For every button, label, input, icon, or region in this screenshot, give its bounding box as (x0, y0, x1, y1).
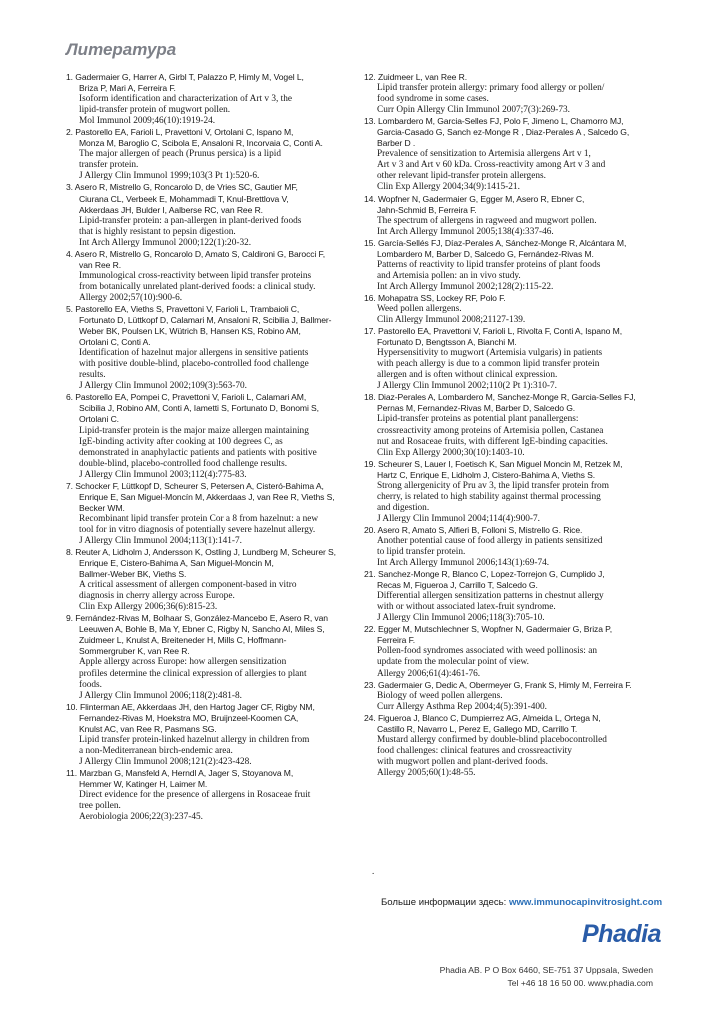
reference-authors (364, 624, 664, 646)
citation-line: J Allergy Clin Immunol 2002;109(3):563-70. (79, 381, 247, 392)
citation-line: Aerobiologia 2006;22(3):237-45. (79, 812, 203, 823)
citation-line: a non-Mediterranean birch-endemic area. (79, 745, 233, 756)
author-text: Akkerdaas JH, Bulder I, Aalberse RC, van Ree R. (79, 204, 263, 215)
author-text: Mohapatra SS, Lockey RF, Polo F. (377, 292, 506, 303)
reference-citation (364, 414, 664, 458)
author-text: Reuter A, Lidholm J, Andersson K, Ostling J, Lundberg M, Scheurer S, (75, 547, 336, 558)
author-text: Enrique E, Cistero-Bahima A, San Miguel-Moncin M, (79, 558, 274, 569)
author-line (364, 525, 664, 536)
reference-authors (66, 249, 358, 271)
reference-authors (66, 127, 358, 149)
author-text: Becker WM. (79, 502, 125, 513)
citation-line: J Allergy Clin Immunol 2006;118(2):481-8. (79, 690, 242, 701)
reference-number: 17. (364, 326, 376, 337)
citation-line: demonstrated in anaphylactic patients and patients with positive (79, 447, 317, 458)
author-line (66, 613, 358, 624)
citation-line: The major allergen of peach (Prunus persica) is a lipid (79, 149, 281, 160)
reference-authors (364, 392, 664, 414)
citation-line: Allergy 2005;60(1):48-55. (377, 767, 476, 778)
page-title: Литература (66, 40, 177, 59)
reference-number: 20. (364, 524, 376, 535)
reference-number: 8. (66, 547, 73, 558)
reference-authors (66, 702, 358, 735)
author-text: Ciurana CL, Verbeek E, Mohammadi T, Knul-Brettlova V, (79, 193, 289, 204)
citation-line: Immunological cross-reactivity between lipid transfer proteins (79, 270, 312, 281)
citation-line: and digestion. (377, 502, 430, 513)
reference-number: 23. (364, 679, 376, 690)
reference-number: 10. (66, 701, 78, 712)
author-text: Flinterman AE, Akkerdaas JH, den Hartog Jager CF, Rigby NM, (79, 701, 315, 712)
references-left-column (66, 72, 358, 823)
reference-item (66, 392, 358, 480)
citation-line: transfer protein. (79, 160, 139, 171)
citation-line: Differential allergen sensitization patterns in chestnut allergy (377, 591, 604, 602)
author-text: Ortolani C, Conti A. (79, 337, 151, 348)
reference-item (66, 613, 358, 701)
reference-citation (364, 735, 664, 779)
author-line (364, 580, 664, 591)
reference-item (364, 713, 664, 779)
reference-citation (364, 260, 664, 293)
reference-number: 18. (364, 392, 376, 403)
author-line (66, 304, 358, 315)
reference-item (364, 459, 664, 525)
citation-line: Int Arch Allergy Immunol 2006;143(1):69-74. (377, 558, 550, 569)
reference-item (66, 182, 358, 248)
reference-citation (364, 646, 664, 679)
author-line (66, 702, 358, 713)
reference-number: 15. (364, 237, 376, 248)
author-line (66, 337, 358, 348)
author-line (364, 326, 664, 337)
reference-item (364, 624, 664, 679)
reference-number: 7. (66, 480, 73, 491)
citation-line: Art v 3 and Art v 60 kDa. Cross-reactivity among Art v 3 and (377, 160, 606, 171)
author-text: Castillo R, Navarro L, Perez E, Gallego MD, Carrillo T. (377, 723, 578, 734)
author-text: Fortunato D, Lüttkopf D, Calamari M, Ansaloni R, Scibilia J, Ballmer- (79, 315, 332, 326)
citation-line: Lipid-transfer protein: a pan-allergen in plant-derived foods (79, 215, 302, 226)
reference-authors (364, 116, 664, 149)
author-line (364, 724, 664, 735)
citation-line: Clin Exp Allergy 2004;34(9):1415-21. (377, 182, 520, 193)
reference-item (364, 392, 664, 458)
author-line (66, 558, 358, 569)
citation-line: Lipid transfer protein-linked hazelnut allergy in children from (79, 734, 310, 745)
reference-item (66, 304, 358, 392)
citation-line: Curr Allergy Asthma Rep 2004;4(5):391-400. (377, 701, 547, 712)
citation-line: Mustard allergy confirmed by double-blind placebocontrolled (377, 734, 607, 745)
citation-line: Prevalence of sensitization to Artemisia allergens Art v 1, (377, 149, 591, 160)
citation-line: IgE-binding activity after cooking at 100 degrees C, as (79, 436, 283, 447)
citation-line: J Allergy Clin Immunol 2004;113(1):141-7. (79, 535, 242, 546)
reference-citation (66, 580, 358, 613)
reference-item (364, 293, 664, 326)
reference-citation (364, 149, 664, 193)
author-line (364, 72, 664, 83)
company-address (440, 964, 653, 989)
reference-item (66, 481, 358, 547)
citation-line: Isoform identification and characterization of Art v 3, the (79, 94, 292, 105)
citation-line: with peach allergy is due to a common lipid transfer protein (377, 359, 600, 370)
citation-line: Curr Opin Allergy Clin Immunol 2007;7(3):269-73. (377, 105, 570, 116)
reference-item (66, 127, 358, 182)
reference-authors (66, 613, 358, 657)
reference-authors (364, 72, 664, 83)
citation-line: nut and Rosaceae fruits, with different IgE-binding capacities. (377, 436, 608, 447)
author-line (364, 403, 664, 414)
reference-citation (364, 304, 664, 326)
reference-item (364, 194, 664, 238)
author-line (364, 138, 664, 149)
reference-authors (364, 459, 664, 481)
reference-authors (66, 304, 358, 348)
author-line (364, 635, 664, 646)
author-line (66, 260, 358, 271)
citation-line: Int Arch Allergy Immunol 2002;128(2):115-22. (377, 281, 554, 292)
citation-line: Biology of weed pollen allergens. (377, 690, 503, 701)
reference-citation (364, 83, 664, 116)
reference-number: 9. (66, 613, 73, 624)
author-line (66, 182, 358, 193)
author-line (66, 481, 358, 492)
reference-citation (66, 348, 358, 392)
citation-line: update from the molecular point of view. (377, 657, 529, 668)
reference-citation (66, 149, 358, 182)
citation-line: crossreactivity among proteins of Artemisia pollen, Castanea (377, 425, 604, 436)
citation-line: to lipid transfer protein. (377, 547, 466, 558)
reference-citation (364, 536, 664, 569)
citation-line: Pollen-food syndromes associated with weed pollinosis: an (377, 646, 597, 657)
citation-line: The spectrum of allergens in ragweed and mugwort pollen. (377, 215, 597, 226)
citation-line: cherry, is related to high stability against thermal processing (377, 491, 601, 502)
reference-number: 11. (66, 767, 78, 778)
reference-citation (66, 735, 358, 768)
author-line (364, 205, 664, 216)
citation-line: with or without associated latex-fruit syndrome. (377, 602, 556, 613)
author-text: Figueroa J, Blanco C, Dumpierrez AG, Almeida L, Ortega N, (377, 712, 601, 723)
reference-number: 1. (66, 72, 73, 82)
reference-authors (364, 293, 664, 304)
citation-line: J Allergy Clin Immunol 2004;114(4):900-7. (377, 513, 540, 524)
author-text: Recas M, Figueroa J, Carrillo T, Salcedo G. (377, 580, 538, 591)
author-text: Asero R, Mistrello G, Roncarolo D, Amato S, Caldironi G, Barocci F, (74, 248, 326, 259)
author-line (364, 713, 664, 724)
author-text: Gadermaier G, Dedic A, Obermeyer G, Frank S, Himly M, Ferreira F. (377, 679, 632, 690)
citation-line: with positive double-blind, placebo-controlled food challenge (79, 359, 309, 370)
reference-citation (66, 271, 358, 304)
reference-citation (66, 94, 358, 127)
reference-number: 24. (364, 712, 376, 723)
author-text: Gadermaier G, Harrer A, Girbl T, Palazzo P, Himly M, Vogel L, (75, 72, 304, 82)
author-text: Asero R, Amato S, Alfieri B, Folloni S, Mistrello G. Rice. (377, 524, 583, 535)
reference-item (66, 72, 358, 127)
citation-line: Int Arch Allergy Immunol 2000;122(1):20-32. (79, 237, 252, 248)
reference-number: 16. (364, 292, 376, 303)
author-line (364, 293, 664, 304)
author-text: Knulst AC, van Ree R, Pasmans SG. (79, 723, 217, 734)
author-line (66, 414, 358, 425)
reference-authors (364, 238, 664, 260)
citation-line: Allergy 2002;57(10):900-6. (79, 292, 183, 303)
author-line (66, 646, 358, 657)
citation-line: with mugwort pollen and plant-derived foods. (377, 756, 548, 767)
reference-number: 5. (66, 303, 73, 314)
author-line (66, 503, 358, 514)
author-text: Monza M, Baroglio C, Scibola E, Ansaloni R, Incorvaia C, Conti A. (79, 138, 323, 149)
author-line (66, 403, 358, 414)
author-text: Leeuwen A, Bohle B, Ma Y, Ebner C, Rigby N, Sancho AI, Miles S, (79, 624, 325, 635)
citation-line: Patterns of reactivity to lipid transfer proteins of plant foods (377, 259, 601, 270)
author-line (66, 392, 358, 403)
citation-line: Int Arch Allergy Immunol 2005;138(4):337-46. (377, 226, 554, 237)
author-line (66, 72, 358, 83)
citation-line: A critical assessment of allergen component-based in vitro (79, 580, 297, 591)
citation-line: tool for in vitro diagnosis of potentially severe hazelnut allergy. (79, 524, 316, 535)
citation-line: Apple allergy across Europe: how allergen sensitization (79, 657, 287, 668)
author-text: Hartz C, Enrique E, Lidholm J, Cistero-Bahima A, Vieths S. (377, 469, 596, 480)
author-text: Fernández-Rivas M, Bolhaar S, González-Mancebo E, Asero R, van (75, 613, 328, 624)
reference-item (66, 249, 358, 304)
author-text: Sommergruber K, van Ree R. (79, 646, 190, 657)
author-line (66, 492, 358, 503)
author-line (66, 569, 358, 580)
reference-authors (364, 326, 664, 348)
author-line (66, 205, 358, 216)
author-text: Enrique E, San Miguel-Moncín M, Akkerdaas J, van Ree R, Vieths S, (79, 491, 335, 502)
reference-number: 21. (364, 569, 376, 580)
author-line (66, 315, 358, 326)
author-line (66, 249, 358, 260)
author-line (364, 337, 664, 348)
author-line (66, 194, 358, 205)
author-line (66, 83, 358, 94)
author-line (364, 680, 664, 691)
citation-line: J Allergy Clin Immunol 2006;118(3):705-10. (377, 613, 545, 624)
citation-line: other relevant lipid-transfer protein allergens. (377, 171, 546, 182)
citation-line: results. (79, 370, 106, 381)
reference-authors (66, 547, 358, 580)
reference-number: 22. (364, 624, 376, 635)
author-text: Lombardero M, Garcia-Selles FJ, Polo F, Jimeno L, Chamorro MJ, (377, 116, 624, 127)
reference-number: 14. (364, 193, 376, 204)
author-line (66, 624, 358, 635)
reference-authors (364, 569, 664, 591)
citation-line: tree pollen. (79, 801, 121, 812)
citation-line: Allergy 2006;61(4):461-76. (377, 668, 481, 679)
reference-item (364, 326, 664, 392)
author-text: Briza P, Mari A, Ferreira F. (79, 83, 176, 94)
citation-line: Another potential cause of food allergy in patients sensitized (377, 535, 603, 546)
reference-citation (364, 216, 664, 238)
citation-line: Clin Exp Allergy 2000;30(10):1403-10. (377, 447, 525, 458)
citation-line: lipid-transfer protein of mugwort pollen. (79, 105, 231, 116)
reference-citation (364, 691, 664, 713)
author-text: Ferreira F. (377, 635, 416, 646)
author-text: Weber BK, Poulsen LK, Wütrich B, Hansen KS, Robino AM, (79, 326, 301, 337)
author-text: Lombardero M, Barber D, Salcedo G, Fernández-Rivas M. (377, 248, 594, 259)
author-line (364, 470, 664, 481)
citation-line: profiles determine the clinical expression of allergies to plant (79, 668, 307, 679)
citation-line: Hypersensitivity to mugwort (Artemisia vulgaris) in patients (377, 348, 603, 359)
reference-number: 2. (66, 127, 73, 138)
author-line (66, 138, 358, 149)
more-info-line (381, 897, 662, 908)
author-text: Pastorello EA, Vieths S, Pravettoni V, Farioli L, Trambaioli C, (75, 303, 300, 314)
author-text: Zuidmeer L, Knulst A, Breiteneder H, Mills C, Hoffmann- (79, 635, 287, 646)
more-info-label: Больше информации здесь: (381, 897, 507, 908)
reference-citation (66, 216, 358, 249)
reference-citation (66, 657, 358, 701)
citation-line: foods. (79, 679, 102, 690)
author-line (66, 127, 358, 138)
reference-citation (364, 591, 664, 624)
author-text: Diaz-Perales A, Lombardero M, Sanchez-Monge R, Garcia-Selles FJ, (377, 392, 636, 403)
citation-line: Identification of hazelnut major allergens in sensitive patients (79, 348, 309, 359)
author-text: Jahn-Schmid B, Ferreira F. (377, 204, 477, 215)
citation-line: Lipid-transfer protein is the major maize allergen maintaining (79, 425, 309, 436)
author-line (66, 635, 358, 646)
author-text: Egger M, Mutschlechner S, Wopfner N, Gadermaier G, Briza P, (377, 624, 612, 635)
author-line (66, 768, 358, 779)
address-line-2: Tel +46 18 16 50 00. www.phadia.com (507, 977, 653, 988)
reference-item (364, 116, 664, 193)
citation-line: J Allergy Clin Immunol 2002;110(2 Pt 1):310-7. (377, 381, 557, 392)
reference-authors (66, 481, 358, 514)
author-line (66, 724, 358, 735)
reference-authors (66, 392, 358, 425)
author-line (66, 713, 358, 724)
reference-item (66, 702, 358, 768)
citation-line: Recombinant lipid transfer protein Cor a 8 from hazelnut: a new (79, 513, 319, 524)
author-line (66, 547, 358, 558)
reference-item (364, 525, 664, 569)
author-text: Ballmer-Weber BK, Vieths S. (79, 569, 187, 580)
reference-item (66, 547, 358, 613)
citation-line: food syndrome in some cases. (377, 94, 489, 105)
address-line-1: Phadia AB. P O Box 6460, SE-751 37 Uppsala, Sweden (439, 965, 653, 975)
author-text: Zuidmeer L, van Ree R. (377, 72, 467, 82)
author-text: Garcia-Casado G, Sanch ez-Monge R , Diaz-Perales A , Salcedo G, (377, 127, 630, 138)
author-line (364, 238, 664, 249)
author-text: Marzban G, Mansfeld A, Herndl A, Jager S, Stoyanova M, (79, 767, 294, 778)
reference-citation (66, 790, 358, 823)
trailing-dot: . (372, 866, 375, 876)
author-line (364, 127, 664, 138)
reference-citation (66, 426, 358, 481)
author-line (364, 194, 664, 205)
citation-line: Mol Immunol 2009;46(10):1919-24. (79, 116, 216, 127)
author-text: Sanchez-Monge R, Blanco C, Lopez-Torrejon G, Cumplido J, (377, 569, 605, 580)
citation-line: food challenges: clinical features and crossreactivity (377, 745, 572, 756)
citation-line: and Artemisia pollen: an in vivo study. (377, 270, 521, 281)
citation-line: Weed pollen allergens. (377, 303, 462, 314)
references-right-column (364, 72, 664, 779)
citation-line: that is highly resistant to pepsin digestion. (79, 226, 236, 237)
reference-citation (66, 514, 358, 547)
reference-number: 6. (66, 392, 73, 403)
author-text: Ortolani C. (79, 414, 119, 425)
reference-authors (66, 72, 358, 94)
author-text: Barber D . (377, 138, 416, 149)
reference-authors (364, 194, 664, 216)
reference-number: 3. (66, 182, 73, 193)
reference-authors (364, 680, 664, 691)
citation-line: allergen and is often without clinical expression. (377, 370, 558, 381)
author-text: Scibilia J, Robino AM, Conti A, Iametti S, Fortunato D, Bonomi S, (79, 403, 319, 414)
author-line (364, 249, 664, 260)
author-line (66, 326, 358, 337)
citation-line: diagnosis in cherry allergy across Europe. (79, 591, 235, 602)
reference-number: 13. (364, 116, 376, 127)
reference-authors (66, 182, 358, 215)
author-line (66, 779, 358, 790)
author-text: Pastorello EA, Pompei C, Pravettoni V, Farioli L, Calamari AM, (75, 392, 307, 403)
citation-line: J Allergy Clin Immunol 2003;112(4):775-83. (79, 469, 247, 480)
reference-item (66, 768, 358, 823)
citation-line: Direct evidence for the presence of allergens in Rosaceae fruit (79, 790, 311, 801)
citation-line: J Allergy Clin Immunol 2008;121(2):423-428. (79, 756, 252, 767)
reference-authors (364, 525, 664, 536)
phadia-logo: Phadia (582, 920, 661, 948)
reference-number: 12. (364, 72, 376, 82)
citation-line: J Allergy Clin Immunol 1999;103(3 Pt 1):520-6. (79, 171, 260, 182)
author-text: Scheurer S, Lauer I, Foetisch K, San Miguel Moncin M, Retzek M, (377, 458, 623, 469)
citation-line: double-blind, placebo-controlled food challenge results. (79, 458, 288, 469)
author-line (364, 392, 664, 403)
author-line (364, 459, 664, 470)
reference-authors (364, 713, 664, 735)
reference-number: 4. (66, 248, 73, 259)
author-text: Schocker F, Lüttkopf D, Scheurer S, Petersen A, Cisteró-Bahima A, (75, 480, 324, 491)
reference-item (364, 238, 664, 293)
citation-line: Clin Allergy Immunol 2008;21127-139. (377, 315, 526, 326)
author-text: Fernandez-Rivas M, Hoekstra MO, Bruijnzeel-Koomen CA, (79, 712, 299, 723)
citation-line: Lipid transfer protein allergy: primary food allergy or pollen/ (377, 83, 605, 94)
author-line (364, 116, 664, 127)
reference-citation (364, 348, 664, 392)
author-text: García-Sellés FJ, Díaz-Perales A, Sánchez-Monge R, Alcántara M, (377, 237, 627, 248)
citation-line: Lipid-transfer proteins as potential plant panallergens: (377, 414, 579, 425)
citation-line: Strong allergenicity of Pru av 3, the lipid transfer protein from (377, 480, 609, 491)
author-text: Wopfner N, Gadermaier G, Egger M, Asero R, Ebner C, (377, 193, 585, 204)
reference-item (364, 680, 664, 713)
reference-authors (66, 768, 358, 790)
author-text: Fortunato D, Bengtsson A, Bianchi M. (377, 337, 517, 348)
author-text: Pastorello EA, Farioli L, Pravettoni V, Ortolani C, Ispano M, (75, 127, 294, 138)
reference-item (364, 569, 664, 624)
reference-citation (364, 481, 664, 525)
citation-line: from botanically unrelated plant-derived foods: a clinical study. (79, 281, 316, 292)
author-text: Pastorello EA, Pravettoni V, Farioli L, Rivolta F, Conti A, Ispano M, (377, 326, 622, 337)
more-info-link[interactable]: www.immunocapinvitrosight.com (509, 897, 663, 908)
author-text: Pernas M, Fernandez-Rivas M, Barber D, Salcedo G. (377, 403, 576, 414)
author-text: Hemmer W, Katinger H, Laimer M. (79, 779, 208, 789)
author-text: van Ree R. (79, 259, 121, 270)
reference-number: 19. (364, 458, 376, 469)
author-line (364, 624, 664, 635)
author-text: Asero R, Mistrello G, Roncarolo D, de Vries SC, Gautier MF, (74, 182, 298, 193)
citation-line: Clin Exp Allergy 2006;36(6):815-23. (79, 602, 218, 613)
author-line (364, 569, 664, 580)
reference-item (364, 72, 664, 116)
